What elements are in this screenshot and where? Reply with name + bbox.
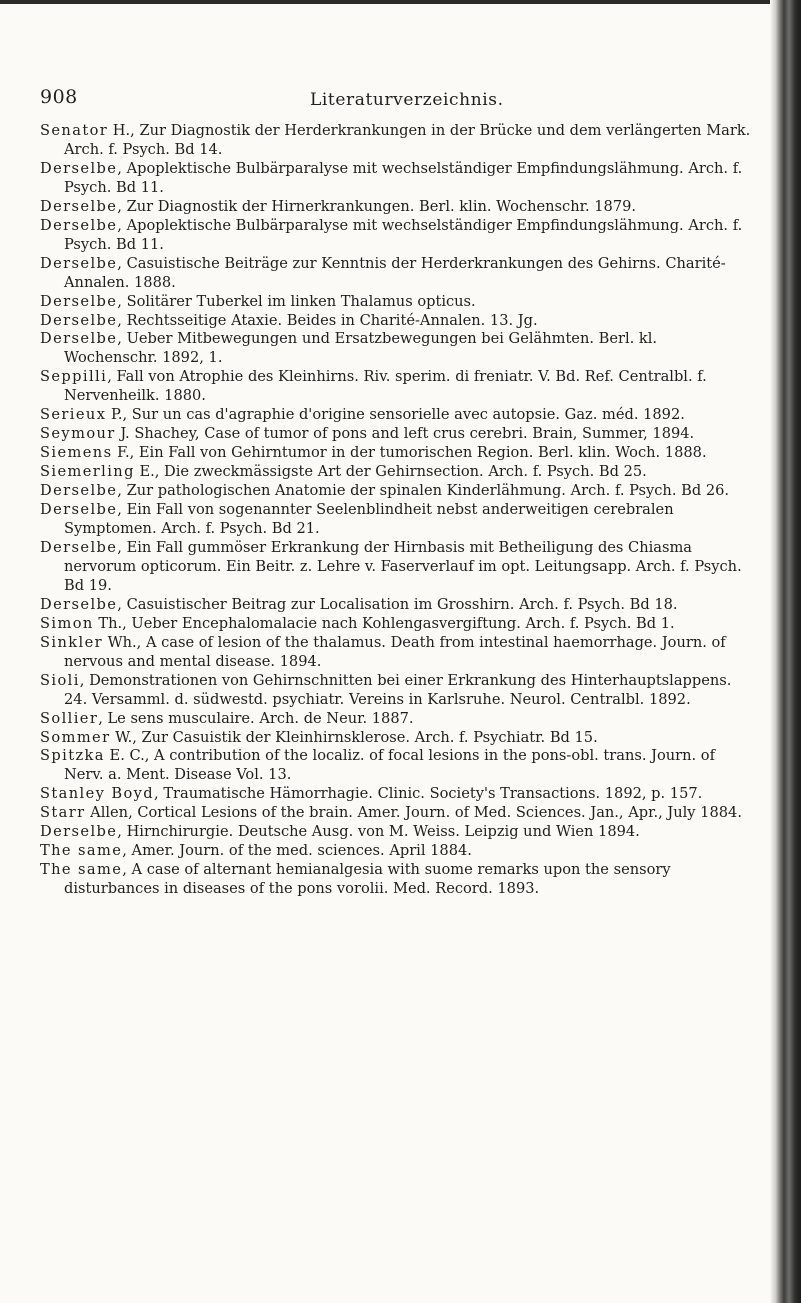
bibliography-entry (40, 160, 752, 198)
entry-text: F., Ein Fall von Gehirntumor in der tumorischen Region. Berl. klin. Woch. 1888. (112, 444, 707, 462)
entry-text: H., Zur Diagnostik der Herderkrankungen in der Brücke und dem verlängerten Mark. Arch. f. Psych. Bd 14. (64, 122, 751, 158)
entry-author: Derselbe (40, 501, 118, 519)
bibliography-entry (40, 634, 752, 672)
entry-text: , Zur Diagnostik der Hirnerkrankungen. Berl. klin. Wochenschr. 1879. (117, 197, 637, 215)
entry-text: , Casuistischer Beitrag zur Localisation im Grosshirn. Arch. f. Psych. Bd 18. (117, 595, 678, 613)
entry-author: Spitzka (40, 747, 105, 765)
bibliography-entry (40, 330, 752, 368)
entry-author: Simon (40, 614, 94, 632)
entry-author: Derselbe (40, 330, 118, 348)
entry-text: , Traumatische Hämorrhagie. Clinic. Society's Transactions. 1892, p. 157. (154, 785, 703, 803)
entry-author: Sommer (40, 728, 111, 746)
bibliography-entry (40, 293, 752, 312)
bibliography-entry (40, 823, 752, 842)
entry-text: , Zur pathologischen Anatomie der spinalen Kinderlähmung. Arch. f. Psych. Bd 26. (117, 482, 730, 500)
entry-text: E. C., A contribution of the localiz. of focal lesions in the pons-obl. trans. Journ. of Nerv. a. Ment. Disease Vol. 13. (64, 747, 715, 784)
entry-author: Starr (40, 804, 86, 822)
bibliography-entry (40, 425, 752, 444)
entry-text: , Solitärer Tuberkel im linken Thalamus opticus. (117, 292, 476, 310)
bibliography-entry (40, 747, 752, 785)
bibliography-entry (40, 539, 752, 596)
entry-author: Derselbe (40, 595, 118, 613)
entry-author: Derselbe (40, 482, 118, 500)
entry-text: , Apoplektische Bulbärparalyse mit wechselständiger Empfindungslähmung. Arch. f. Psych. Bd 11. (64, 216, 743, 253)
entry-text: , Le sens musculaire. Arch. de Neur. 1887. (98, 709, 414, 727)
bibliography-entry (40, 785, 752, 804)
bibliography-entry (40, 406, 752, 425)
entry-text: W., Zur Casuistik der Kleinhirnsklerose. Arch. f. Psychiatr. Bd 15. (110, 728, 598, 746)
entry-text: , Fall von Atrophie des Kleinhirns. Riv. sperim. di freniatr. V. Bd. Ref. Centralbl. f. Nervenheilk. 1880. (64, 368, 707, 405)
bibliography-entry (40, 122, 752, 160)
entry-author: Derselbe (40, 216, 118, 234)
entry-author: Derselbe (40, 159, 118, 177)
bibliography-entry (40, 842, 752, 861)
bibliography-entry (40, 710, 752, 729)
bibliography-entry (40, 672, 752, 710)
entry-text: , Apoplektische Bulbärparalyse mit wechselständiger Empfindungslähmung. Arch. f. Psych. Bd 11. (64, 159, 743, 196)
entry-text: , Ein Fall gummöser Erkrankung der Hirnbasis mit Betheiligung des Chiasma nervorum opticorum. Ein Beitr. z. Lehre v. Faserverlauf im opt. Leitungsapp. Arch. f. Psych. Bd 19. (64, 538, 742, 594)
entry-author: Senator (40, 122, 109, 139)
bibliography-entry (40, 217, 752, 255)
entry-text: , Rechtsseitige Ataxie. Beides in Charité-Annalen. 13. Jg. (117, 311, 538, 329)
entry-text: , A case of alternant hemianalgesia with suome remarks upon the sensory disturbances in diseases of the pons vorolii. Med. Record. 1893. (64, 861, 671, 898)
entry-text: , Ein Fall von sogenannter Seelenblindheit nebst anderweitigen cerebralen Symptomen. Arch. f. Psych. Bd 21. (64, 501, 674, 538)
entry-author: The same (40, 842, 123, 860)
entry-text: , Demonstrationen von Gehirnschnitten bei einer Erkrankung des Hinterhauptslappens. 24. Versamml. d. südwestd. psychiatr. Vereins in Karlsruhe. Neurol. Centralbl. 1892. (64, 671, 732, 708)
entry-text: E., Die zweckmässigste Art der Gehirnsection. Arch. f. Psych. Bd 25. (134, 463, 647, 481)
entry-author: Derselbe (40, 538, 118, 556)
bibliography-entry (40, 596, 752, 615)
entry-author: Derselbe (40, 311, 118, 329)
entry-author: The same (40, 861, 123, 879)
bibliography-entry (40, 804, 752, 823)
top-edge-rule (0, 0, 801, 4)
entry-author: Seymour (40, 425, 116, 443)
entry-author: Sinkler (40, 633, 103, 651)
entry-text: Th., Ueber Encephalomalacie nach Kohlengasvergiftung. Arch. f. Psych. Bd 1. (93, 614, 675, 632)
entry-author: Derselbe (40, 292, 118, 310)
entry-text: Wh., A case of lesion of the thalamus. Death from intestinal haemorrhage. Journ. of nervous and mental disease. 1894. (64, 633, 726, 670)
entry-text: , Casuistische Beiträge zur Kenntnis der Herderkrankungen des Gehirns. Charité-Annalen. 1888. (64, 254, 726, 291)
bibliography-entry (40, 615, 752, 634)
bibliography-entry (40, 861, 752, 899)
page-number: 908 (40, 86, 78, 108)
entry-author: Siemerling (40, 463, 135, 481)
entry-text: P., Sur un cas d'agraphie d'origine sensorielle avec autopsie. Gaz. méd. 1892. (106, 406, 685, 424)
entry-author: Serieux (40, 406, 107, 424)
bibliography-entry (40, 444, 752, 463)
entry-author: Sollier (40, 709, 99, 727)
entry-text: J. Shachey, Case of tumor of pons and left crus cerebri. Brain, Summer, 1894. (115, 425, 695, 443)
entry-author: Seppilli (40, 368, 108, 386)
entry-author: Siemens (40, 444, 113, 462)
bibliography-entry (40, 463, 752, 482)
bibliography-list (40, 122, 752, 899)
bibliography-entry (40, 312, 752, 331)
running-title: Literaturverzeichnis. (310, 90, 504, 110)
entry-author: Derselbe (40, 254, 118, 272)
entry-text: , Hirnchirurgie. Deutsche Ausg. von M. Weiss. Leipzig und Wien 1894. (117, 823, 640, 841)
bibliography-entry (40, 729, 752, 748)
entry-text: Allen, Cortical Lesions of the brain. Amer. Journ. of Med. Sciences. Jan., Apr., July 1884. (85, 804, 742, 822)
entry-text: , Amer. Journ. of the med. sciences. April 1884. (122, 842, 472, 860)
entry-author: Stanley Boyd (40, 785, 155, 803)
entry-text: , Ueber Mitbewegungen und Ersatzbewegungen bei Gelähmten. Berl. kl. Wochenschr. 1892, 1. (64, 330, 658, 367)
bibliography-entry (40, 198, 752, 217)
bibliography-entry (40, 482, 752, 501)
bibliography-entry (40, 368, 752, 406)
bibliography-entry (40, 501, 752, 539)
bibliography-entry (40, 255, 752, 293)
entry-author: Sioli (40, 671, 80, 689)
entry-author: Derselbe (40, 823, 118, 841)
entry-author: Derselbe (40, 197, 118, 215)
book-spine-edge (775, 0, 801, 1303)
